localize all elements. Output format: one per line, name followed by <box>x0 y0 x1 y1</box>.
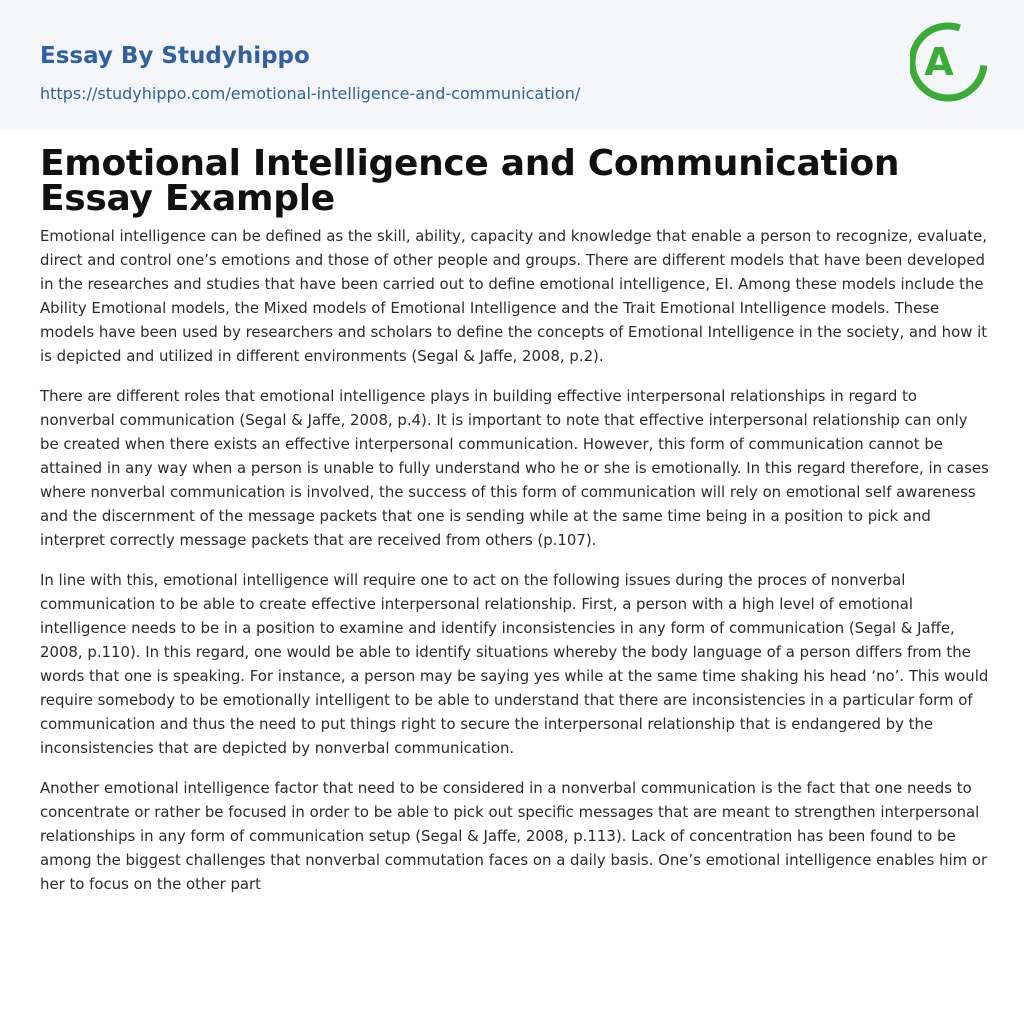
logo-letter: A <box>924 40 954 84</box>
site-title[interactable]: Essay By Studyhippo <box>40 43 310 69</box>
paragraph-1: Emotional intelligence can be defined as the skill, ability, capacity and knowledge that enable a person to recognize, evaluate, direct and control one’s emotions and those of other people and groups. There are different models that have been developed in the researches and studies that have been carried out to define emotional intelligence, EI. Among these models include the Ability Emotional models, the Mixed models of Emotional Intelligence and the Trait Emotional Intelligence models. These models have been used by researchers and scholars to define the concepts of Emotional Intelligence in the society, and how it is depicted and utilized in different environments (Segal & Jaffe, 2008, p.2). <box>40 227 988 365</box>
studyhippo-logo-icon[interactable] <box>910 18 988 106</box>
page-title: Emotional Intelligence and Communication Essay Example <box>40 143 900 219</box>
source-url-link[interactable]: https://studyhippo.com/emotional-intelligence-and-communication/ <box>40 84 581 103</box>
article <box>40 143 990 912</box>
paragraph-3: In line with this, emotional intelligence will require one to act on the following issues during the proces of nonverbal communication to be able to create effective interpersonal relationship. First, a person with a high level of emotional intelligence needs to be in a position to examine and identify inconsistencies in any form of communication (Segal & Jaffe, 2008, p.110). In this regard, one would be able to identify situations whereby the body language of a person differs from the words that one is speaking. For instance, a person may be saying yes while at the same time shaking his head ‘no’. This would require somebody to be emotionally intelligent to be able to understand that there are inconsistencies in a particular form of communication and thus the need to put things right to secure the interpersonal relationship that is endangered by the inconsistencies that are depicted by nonverbal communication. <box>40 571 989 757</box>
paragraph-4: Another emotional intelligence factor that need to be considered in a nonverbal communication is the fact that one needs to concentrate or rather be focused in order to be able to pick out specific messages that are meant to strengthen interpersonal relationships in any form of communication setup (Segal & Jaffe, 2008, p.113). Lack of concentration has been found to be among the biggest challenges that nonverbal commutation faces on a daily basis. One’s emotional intelligence enables him or her to focus on the other part <box>40 779 988 893</box>
paragraph-2: There are different roles that emotional intelligence plays in building effective interpersonal relationships in regard to nonverbal communication (Segal & Jaffe, 2008, p.4). It is important to note that effective interpersonal relationship can only be created when there exists an effective interpersonal communication. However, this form of communication cannot be attained in any way when a person is unable to fully understand who he or she is emotionally. In this regard therefore, in cases where nonverbal communication is involved, the success of this form of communication will rely on emotional self awareness and the discernment of the message packets that one is sending while at the same time being in a position to pick and interpret correctly message packets that are received from others (p.107). <box>40 387 989 549</box>
site-header <box>0 0 1024 129</box>
